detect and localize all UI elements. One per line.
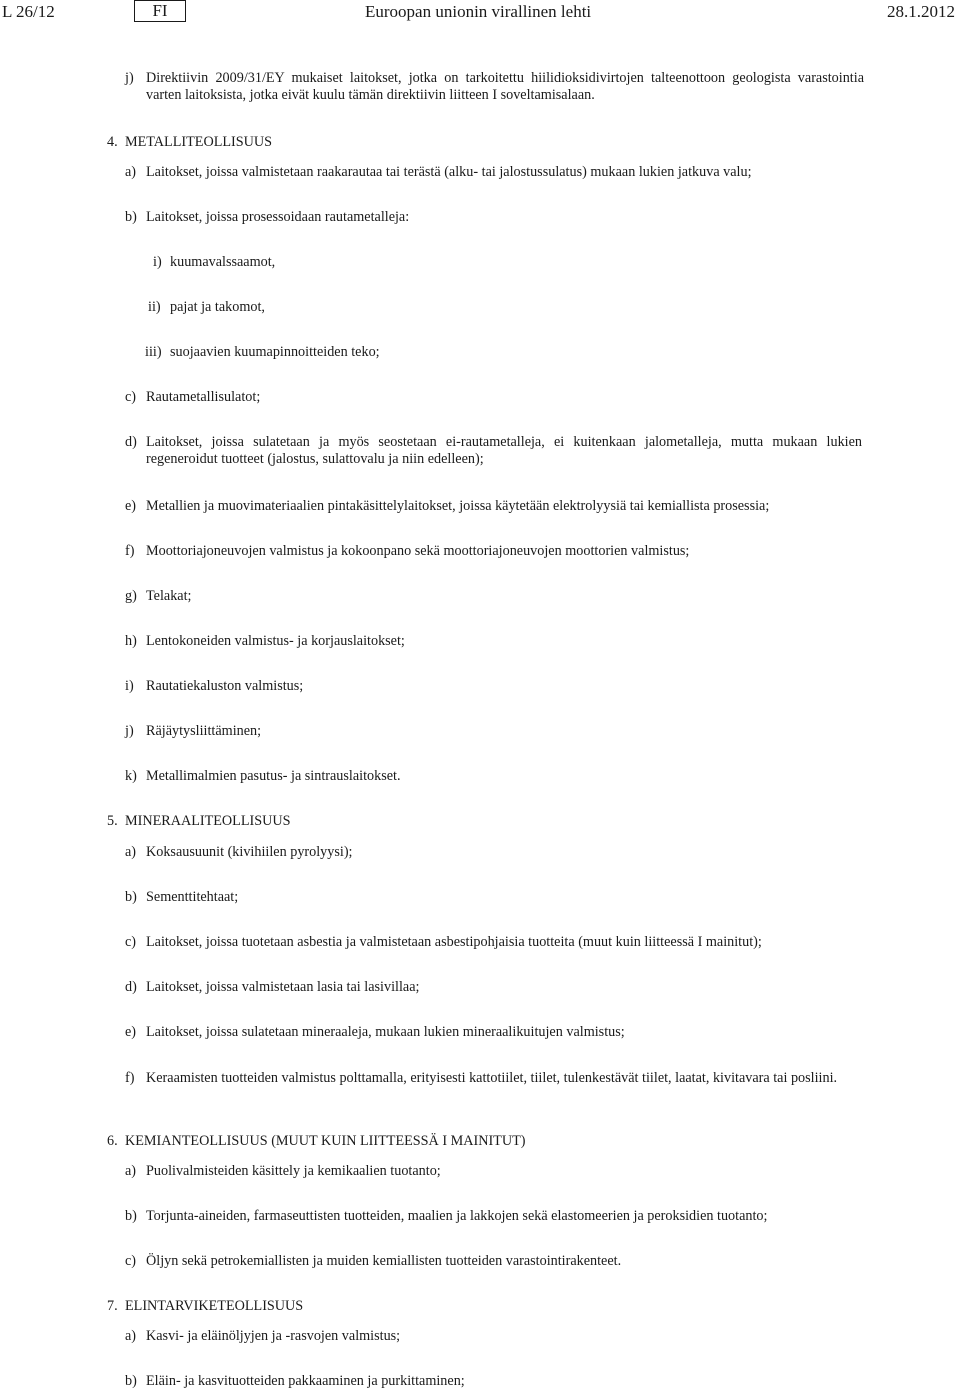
item-marker: c) <box>125 1253 137 1269</box>
subitem-text: pajat ja takomot, <box>170 299 265 315</box>
item-text: Rautatiekaluston valmistus; <box>146 678 304 694</box>
item-marker: b) <box>125 889 137 905</box>
item-text: Räjäytysliittäminen; <box>146 723 262 739</box>
section-number: 7. <box>107 1298 118 1314</box>
item-marker: b) <box>125 1373 137 1389</box>
section-heading: KEMIANTEOLLISUUS (MUUT KUIN LIITTEESSÄ I MAINITUT) <box>125 1133 526 1149</box>
page-header <box>0 0 960 30</box>
item-text: Laitokset, joissa tuotetaan asbestia ja valmistetaan asbestipohjaisia tuotteita (muut kuin liitteessä I mainitut); <box>146 934 762 950</box>
item-marker: j) <box>125 70 134 86</box>
item-marker: j) <box>125 723 134 739</box>
item-text: Laitokset, joissa prosessoidaan rautametalleja: <box>146 209 410 225</box>
item-marker: h) <box>125 633 137 649</box>
item-marker: g) <box>125 588 137 604</box>
subitem-marker: i) <box>153 254 162 270</box>
item-marker: e) <box>125 498 137 514</box>
item-marker: c) <box>125 934 137 950</box>
item-marker: a) <box>125 1163 137 1179</box>
item-text: Laitokset, joissa sulatetaan mineraaleja, mukaan lukien mineraalikuitujen valmistus; <box>146 1024 625 1040</box>
item-text: Telakat; <box>146 588 192 604</box>
item-marker: k) <box>125 768 137 784</box>
section-heading: METALLITEOLLISUUS <box>125 134 273 150</box>
item-text: Lentokoneiden valmistus- ja korjauslaitokset; <box>146 633 405 649</box>
item-text: Keraamisten tuotteiden valmistus polttamalla, erityisesti kattotiilet, tiilet, tulenkestävät tiilet, laatat, kivitavara tai posliini. <box>146 1070 838 1086</box>
item-text: Metallimalmien pasutus- ja sintrauslaitokset. <box>146 768 401 784</box>
journal-reference: L 26/12 <box>2 2 55 21</box>
item-text: Laitokset, joissa valmistetaan lasia tai lasivillaa; <box>146 979 420 995</box>
subitem-marker: ii) <box>148 299 161 315</box>
item-marker: a) <box>125 1328 137 1344</box>
item-marker: f) <box>125 543 135 559</box>
item-text: Metallien ja muovimateriaalien pintakäsittelylaitokset, joissa käytetään elektrolyysiä tai kemiallista prosessia; <box>146 498 770 514</box>
item-marker: e) <box>125 1024 137 1040</box>
item-text: Eläin- ja kasvituotteiden pakkaaminen ja purkittaminen; <box>146 1373 465 1389</box>
subitem-text: kuumavalssaamot, <box>170 254 276 270</box>
section-heading: ELINTARVIKETEOLLISUUS <box>125 1298 304 1314</box>
item-marker: d) <box>125 979 137 995</box>
item-marker: b) <box>125 1208 137 1224</box>
item-text: Puolivalmisteiden käsittely ja kemikaalien tuotanto; <box>146 1163 441 1179</box>
item-text: Laitokset, joissa sulatetaan ja myös seostetaan ei-rautametalleja, ei kuitenkaan jalometalleja, mutta mukaan lukien regeneroidut tuotteet (jalostus, sulattovalu ja niin edelleen); <box>146 434 862 467</box>
item-text: Direktiivin 2009/31/EY mukaiset laitokset, jotka on tarkoitettu hiilidioksidivirtojen talteenottoon geologista varastointia varten laitoksista, jotka eivät kuulu tämän direktiivin liitteen I soveltamisalaan. <box>146 70 864 103</box>
item-marker: f) <box>125 1070 135 1086</box>
item-text: Sementtitehtaat; <box>146 889 239 905</box>
item-marker: a) <box>125 164 137 180</box>
item-text: Laitokset, joissa valmistetaan raakarautaa tai terästä (alku- tai jalostussulatus) mukaan lukien jatkuva valu; <box>146 164 752 180</box>
item-text: Kasvi- ja eläinöljyjen ja -rasvojen valmistus; <box>146 1328 401 1344</box>
section-number: 5. <box>107 813 118 829</box>
item-text: Moottoriajoneuvojen valmistus ja kokoonpano sekä moottoriajoneuvojen moottorien valmistus; <box>146 543 690 559</box>
item-marker: i) <box>125 678 134 694</box>
section-number: 4. <box>107 134 118 150</box>
item-text: Koksausuunit (kivihiilen pyrolyysi); <box>146 844 353 860</box>
journal-title: Euroopan unionin virallinen lehti <box>365 2 592 21</box>
item-text: Öljyn sekä petrokemiallisten ja muiden kemiallisten tuotteiden varastointirakenteet. <box>146 1253 622 1269</box>
item-text: Rautametallisulatot; <box>146 389 261 405</box>
language-code-box: FI <box>134 0 186 22</box>
item-marker: b) <box>125 209 137 225</box>
item-marker: a) <box>125 844 137 860</box>
section-number: 6. <box>107 1133 118 1149</box>
item-text: Torjunta-aineiden, farmaseuttisten tuotteiden, maalien ja lakkojen sekä elastomeerien ja peroksidien tuotanto; <box>146 1208 768 1224</box>
publication-date: 28.1.2012 <box>887 2 955 21</box>
section-heading: MINERAALITEOLLISUUS <box>125 813 291 829</box>
item-marker: c) <box>125 389 137 405</box>
subitem-text: suojaavien kuumapinnoitteiden teko; <box>170 344 380 360</box>
subitem-marker: iii) <box>145 344 162 360</box>
item-marker: d) <box>125 434 137 450</box>
